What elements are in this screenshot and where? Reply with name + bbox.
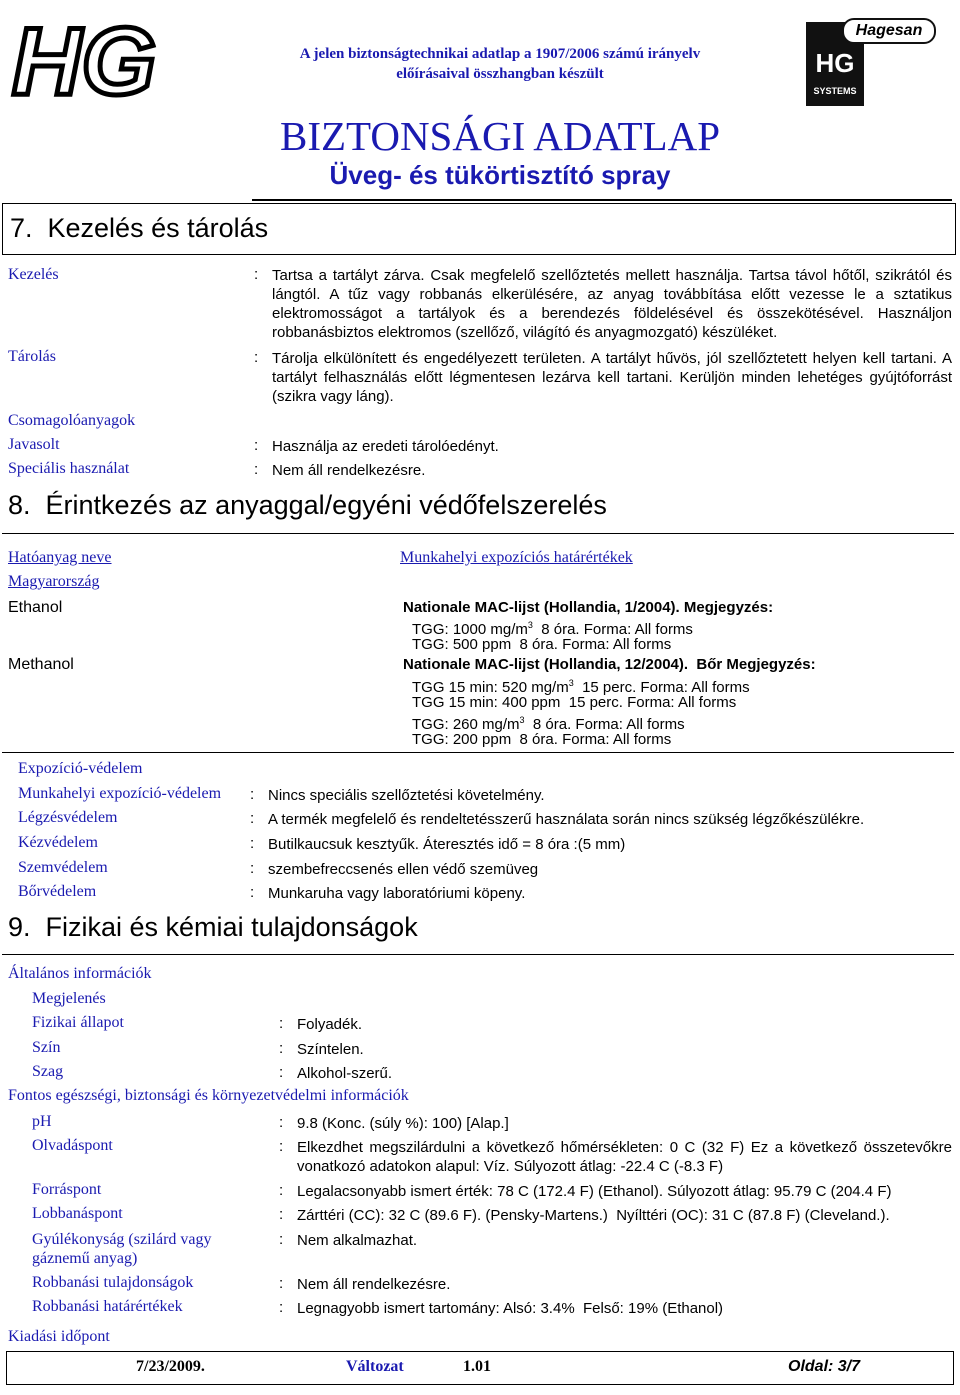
szag-value: Alkohol-szerű. — [297, 1065, 393, 1082]
olvadas-value: Elkezdhet megszilárdulni a következő hőmérsékleten: 0 C (32 F) Ez a következő összetevőkre vonatkozó adatokon alapul: Víz. Súlyozott átlag: -22.4 C (-8.3 F) — [297, 1139, 952, 1175]
protection-label: Szemvédelem — [18, 859, 108, 876]
expozicios-label: Munkahelyi expozíciós határértékek — [400, 549, 633, 566]
robb-hat-value: Legnagyobb ismert tartomány: Alsó: 3.4% Felső: 19% (Ethanol) — [297, 1300, 724, 1317]
szag-label: Szag — [32, 1063, 64, 1080]
tarolas-text: Tárolja elkülönített és engedélyezett területen. A tartályt hűvös, jól szellőztetett helyen kell tartani. A tartályt felhasználás előtt légmentesen lezárva kell tartani. Kerüljön minden lehetéges gyújtóforrást (szikra vagy láng). — [272, 350, 952, 405]
hagesan-logo — [800, 8, 940, 103]
limit-line: TGG: 260 $mg/m^3$ 8 óra. Forma: All forms — [412, 715, 685, 733]
footer-page: Oldal: 3/7 — [788, 1358, 861, 1375]
limit-line: TGG: 1000 $mg/m^3$ 8 óra. Forma: All forms — [412, 620, 693, 638]
robb-tul-label: Robbanási tulajdonságok — [32, 1274, 194, 1291]
hagesan-logo-bottom: SYSTEMS — [813, 86, 857, 96]
limit-line: TGG 15 min: 520 $mg/m^3$ 15 perc. Forma: All forms — [412, 678, 750, 696]
csomagolo-label: Csomagolóanyagok — [8, 412, 136, 429]
lobban-label: Lobbanáspont — [32, 1205, 123, 1222]
protection-label: Bőrvédelem — [18, 883, 97, 900]
forras-value: Legalacsonyabb ismert érték: 78 C (172.4 F) (Ethanol). Súlyozott átlag: 95.79 C (204.4 F) — [297, 1183, 892, 1200]
protection-label: Kézvédelem — [18, 834, 98, 851]
javasolt-text: Használja az eredeti tárolóedényt. — [272, 438, 499, 455]
specialis-label: Speciális használat — [8, 460, 130, 477]
hagesan-logo-top: Hagesan — [842, 18, 936, 44]
directive-line1: A jelen biztonságtechnikai adatlap a 1907/2006 számú irányelv — [299, 46, 701, 62]
protection-value: A termék megfelelő és rendeltetésszerű használata során nincs szükség légzőkészülékre. — [268, 811, 865, 828]
product-name: Üveg- és tükörtisztító spray — [329, 160, 671, 190]
footer-date: 7/23/2009. — [136, 1358, 205, 1375]
section9-divider — [2, 954, 954, 955]
protection-value: Munkaruha vagy laboratóriumi köpeny. — [268, 885, 526, 902]
fizikai-label: Fizikai állapot — [32, 1014, 124, 1031]
protection-value: szembefreccsenés ellen védő szemüveg — [268, 861, 539, 878]
tarolas-label: Tárolás — [8, 348, 56, 365]
appearance-label: Megjelenés — [32, 990, 106, 1007]
hagesan-logo-mid: HG — [815, 48, 855, 78]
important-label: Fontos egészségi, biztonsági és környezetvédelmi információk — [8, 1087, 409, 1104]
ph-value: 9.8 (Konc. (súly %): 100) [Alap.] — [297, 1115, 509, 1132]
lobban-value: Zárttéri (CC): 32 C (89.6 F). (Pensky-Martens.) Nyílttéri (OC): 31 C (87.8 F) (Cleveland.). — [297, 1207, 890, 1224]
substance-name: Ethanol — [8, 599, 63, 616]
country-label: Magyarország — [8, 573, 100, 590]
javasolt-label: Javasolt — [8, 436, 60, 453]
substance-source: Nationale MAC-lijst (Hollandia, 1/2004). Megjegyzés: — [403, 599, 774, 616]
limit-line: TGG 15 min: 400 ppm 15 perc. Forma: All forms — [412, 694, 737, 711]
szin-label: Szín — [32, 1039, 61, 1056]
hg-logo — [8, 10, 238, 110]
directive-line2: előírásaival összhangban készült — [396, 66, 604, 82]
section8-title: 8. Érintkezés az anyaggal/egyéni védőfelszerelés — [8, 490, 607, 520]
section9-title: 9. Fizikai és kémiai tulajdonságok — [8, 912, 418, 942]
limit-line: TGG: 200 ppm 8 óra. Forma: All forms — [412, 731, 672, 748]
kezeles-text: Tartsa a tartályt zárva. Csak megfelelő szellőztetés mellett használja. Tartsa távol hőtől, szikrától és lángtól. A tűz vagy robbanás elkerülésére, az anyag továbbítása előtt vezesse le a sztatikus elektromosságot a tartályok és a berendezés földelésével és összekötésével. Használjon robbanásbiztos elektromos (szellőző, világító és anyagmozgató) készüléket. — [272, 267, 952, 341]
substance-name: Methanol — [8, 656, 74, 673]
protection-value: Butilkaucsuk kesztyűk. Áteresztés idő = 8 óra :(5 mm) — [268, 836, 626, 853]
hatoanyag-label: Hatóanyag neve — [8, 549, 112, 566]
gyulek-value: Nem alkalmazhat. — [297, 1232, 418, 1249]
protection-label: Expozíció-védelem — [18, 760, 143, 777]
robb-hat-label: Robbanási határértékek — [32, 1298, 183, 1315]
footer-valtozat-label: Változat — [346, 1358, 404, 1375]
limit-line: TGG: 500 ppm 8 óra. Forma: All forms — [412, 636, 672, 653]
fizikai-value: Folyadék. — [297, 1016, 363, 1033]
exposure-divider — [2, 752, 954, 753]
protection-label: Légzésvédelem — [18, 809, 118, 826]
olvadas-label: Olvadáspont — [32, 1137, 113, 1154]
kiadasi-label: Kiadási időpont — [8, 1328, 110, 1345]
robb-tul-value: Nem áll rendelkezésre. — [297, 1276, 451, 1293]
svg-text:HG: HG — [12, 10, 156, 110]
specialis-text: Nem áll rendelkezésre. — [272, 462, 426, 479]
szin-value: Színtelen. — [297, 1041, 364, 1058]
substance-source: Nationale MAC-lijst (Hollandia, 12/2004). Bőr Megjegyzés: — [403, 656, 816, 673]
kezeles-label: Kezelés — [8, 266, 59, 283]
protection-value: Nincs speciális szellőztetési követelmény. — [268, 787, 545, 804]
footer-version: 1.01 — [463, 1358, 491, 1375]
section8-divider — [2, 533, 954, 534]
gyulek-label: Gyúlékonyság (szilárd vagy gáznemű anyag) — [32, 1231, 212, 1267]
protection-label: Munkahelyi expozíció-védelem — [18, 785, 222, 802]
doc-title: BIZTONSÁGI ADATLAP — [279, 113, 720, 159]
section7-title: 7. Kezelés és tárolás — [10, 213, 269, 243]
ph-label: pH — [32, 1113, 52, 1130]
forras-label: Forráspont — [32, 1181, 102, 1198]
hg-logo-icon — [8, 10, 238, 110]
header-divider — [252, 199, 952, 201]
general-label: Általános információk — [8, 965, 152, 982]
